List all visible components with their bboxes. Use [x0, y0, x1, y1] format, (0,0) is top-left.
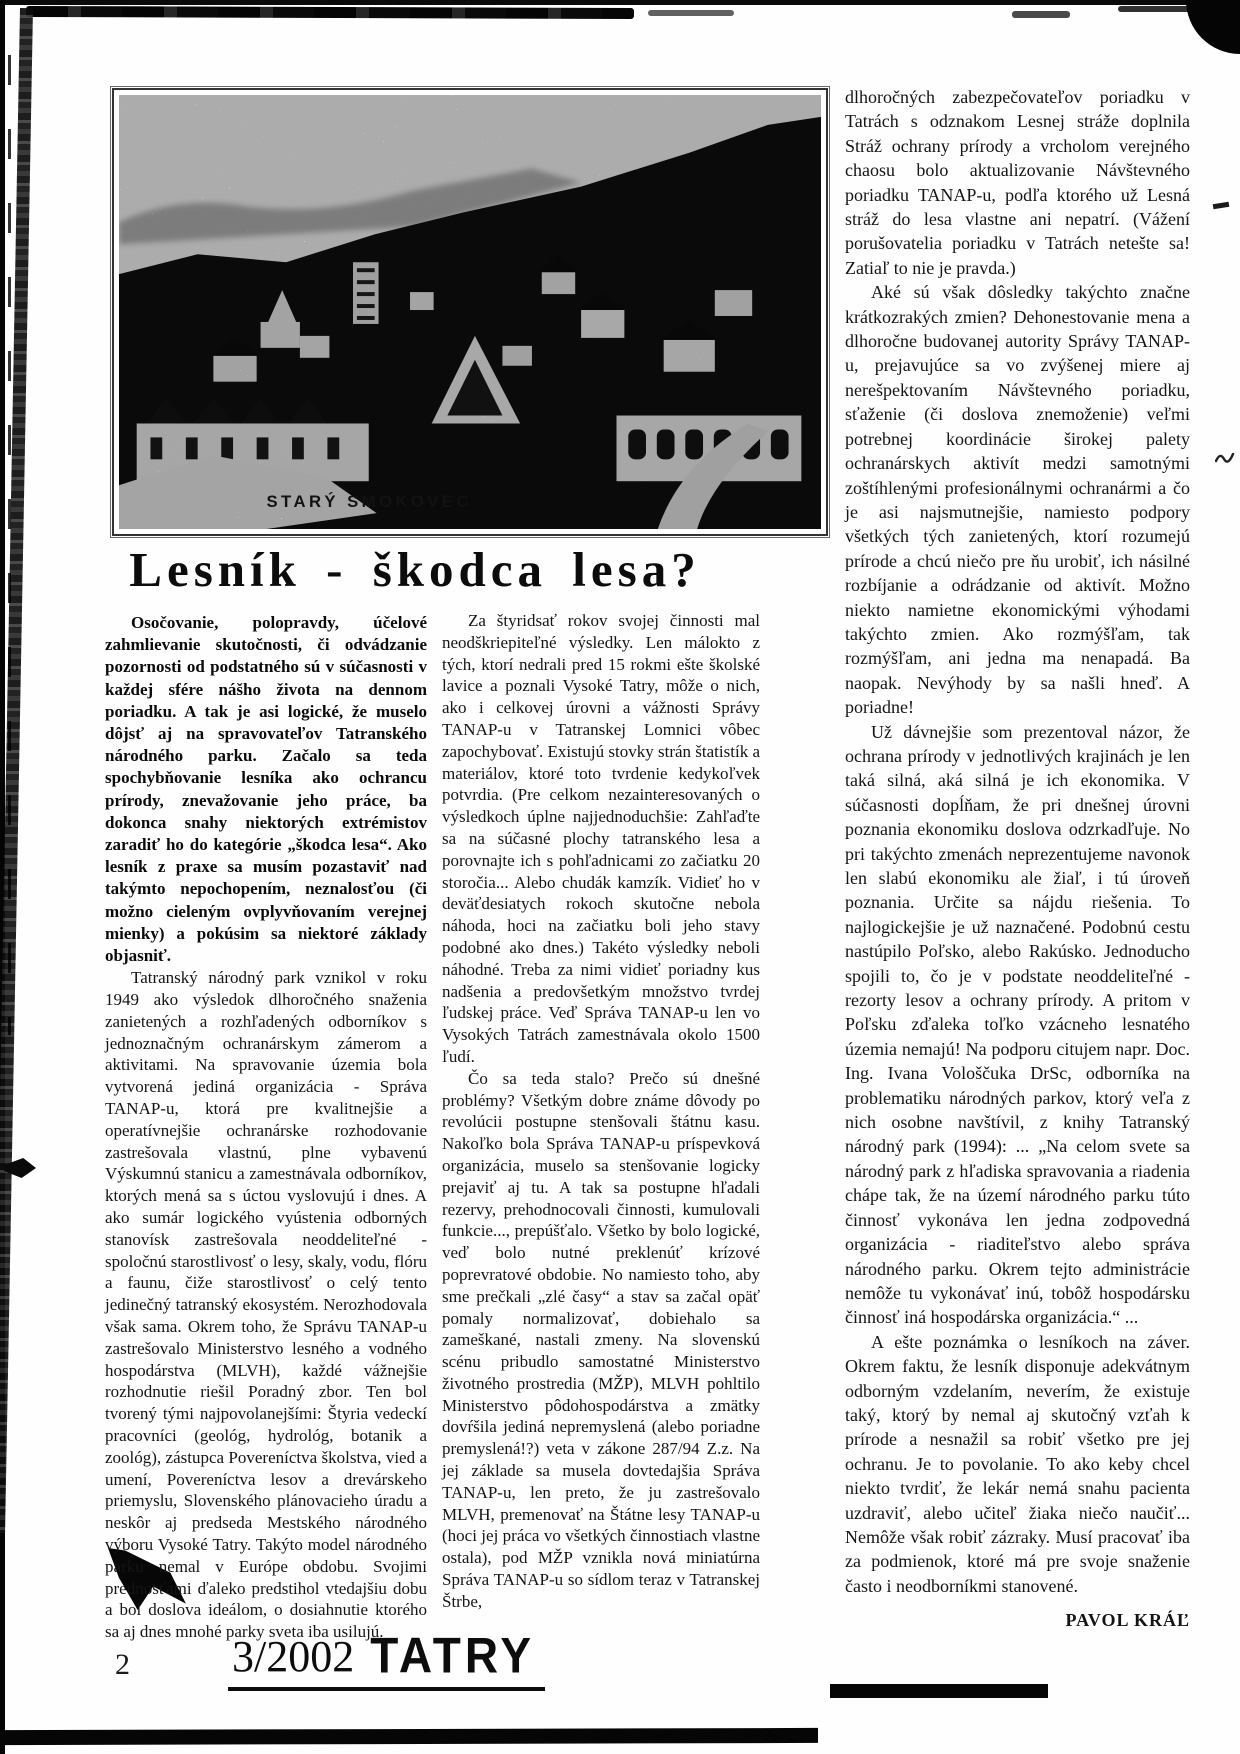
- ink-smudge: [648, 10, 734, 16]
- column-2: [442, 610, 760, 1613]
- photo-stary-smokovec: [112, 88, 828, 536]
- paragraph: Za štyridsať rokov svojej činnosti mal neodškriepiteľné výsledky. Len málokto z tých, ktorí nedrali pred 15 rokmi ešte školské lavice a poznali Vysoké Tatry, môže o nich, ako i celkovej úrovni a vážnosti Správy TANAP-u v Tatranskej Lomnici vôbec zapochybovať. Existujú stovky strán štatistík a materiálov, ktoré toto tvrdenie kedykoľvek potvrdia. (Pre celkom nezainteresovaných o výsledkoch úplne najjednoduchšie: Zahľaďte sa na súčasné plochy tatranského lesa a porovnajte ich s pohľadnicami zo začiatku 20 storočia... Alebo chudák kamzík. Vidieť ho v deväťdesiatych rokoch skutočne nebola náhoda, hoci na začiatku boli jeho stavy podobné ako dnes.) Takéto výsledky neboli náhodné. Treba za nimi vidieť poriadny kus nadšenia a predovšetkým množstvo tvrdej ľudskej práce. Veď Správa TANAP-u len vo Vysokých Tatrách zamestnávala okolo 1500 ľudí.: [442, 611, 760, 1066]
- paragraph: Čo sa teda stalo? Prečo sú dnešné problémy? Všetkým dobre známe dôvody po revolúcii postupne stenšovali štátnu kasu. Nakoľko bola Správa TANAP-u príspevková organizácia, muselo sa stenšovanie logicky prejaviť aj tu. A tak sa postupne hľadali rezervy, prehodnocovali činnosti, kumulovali funkcie..., prepúšťalo. Všetko by bolo logické, veď bolo nutné preklenúť krízové poprevratové obdobie. No namiesto toho, aby sme prečkali „zlé časy“ a stav sa začal opäť pomaly normalizovať, dobiehalo sa zameškané, nastali zmeny. Na slovenskú scénu pribudlo samostatné Ministerstvo životného prostredia (MŽP), MLVH pohltilo Ministerstvo pôdohospodárstva a zmätky dovŕšila jediná nepremyslená (alebo poriadne premyslená!?) veta v zákone 287/94 Z.z. Na jej základe sa musela dovtedajšia Správa TANAP-u, len preto, že ju zastrešovalo MLVH, premenovať na Štátne lesy TANAP-u (hoci jej práca vo všetkých činnostiach vlastne ostala), pod MŽP vznikla nová miniatúrna Správa TANAP-u so sídlom teraz v Tatranskej Štrbe,: [442, 1068, 760, 1611]
- author-byline: PAVOL KRÁĽ: [1065, 1610, 1190, 1631]
- scan-edge-bottom: [830, 1684, 1048, 1698]
- paragraph: Tatranský národný park vznikol v roku 1949 ako výsledok dlhoročného snaženia zanietených a rozhľadených odborníkov s jednoznačným ochranárskym zámerom a aktivitami. Na spravovanie územia bola vytvorená jediná organizácia - Správa TANAP-u, ktorá pre kvalitnejšie a operatívnejšie ochranárske rozhodovanie zastrešovala vlastnú, plne vybavenú Výskumnú stanicu a zamestnávala odborníkov, ktorých mená sa s úctou vyslovujú i dnes. A ako sumár logického vyústenia odborných stanovísk zastrešovala neoddeliteľné - spoločnú starostlivosť o lesy, skaly, vodu, flóru a faunu, čiže starostlivosť o celý tento jedinečný tatranský ekosystém. Nerozhodovala však sama. Okrem toho, že Správu TANAP-u zastrešovalo Ministerstvo lesného a vodného hospodárstva (MLVH), každé vážnejšie rozhodnutie riešil Poradný zbor. Ten bol tvorený tými najpovolanejšími: Štyria vedeckí pracovníci (geológ, hydrológ, botanik a zoológ), zástupca Povereníctva školstva, vied a umení, Povereníctva lesov a drevárskeho priemyslu, Slovenského plánovacieho úradu a neskôr aj predseda Mestského národného výboru Vysoké Tatry. Takýto model národného parku nemal v Európe obdobu. Svojimi prednosťami ďaleko predstihol vtedajšiu dobu a bol doslova ideálom, o dosiahnutie ktorého sa aj dnes mnohé parky sveta iba usilujú.: [105, 968, 427, 1642]
- lead-paragraph: Osočovanie, polopravdy, účelové zahmlievanie skutočnosti, či odvádzanie pozornosti od podstatného sú v súčasnosti v každej sfére nášho života na dennom poriadku. A tak je asi logické, že muselo dôjsť aj na spravovateľov Tatranského národného parku. Začalo sa teda spochybňovanie lesníka ako ochrancu prírody, znevažovanie jeho práce, ba dokonca snahy niektorých extrémistov zaradiť ho do kategórie „škodca lesa“. Ako lesník z praxe sa musím pozastaviť nad takýmto nepochopením, neznalosťou (či možno cieleným ovplyvňovaním verejnej mienky) a pokúsim sa niektoré základy objasniť.: [105, 613, 427, 966]
- scan-edge-bottom: [0, 1728, 818, 1745]
- margin-squiggle-mark: [1215, 450, 1235, 471]
- scan-edge-top: [0, 0, 1240, 5]
- halftone-photo: [119, 95, 821, 529]
- margin-mark: [1213, 202, 1230, 209]
- column-3: [845, 85, 1190, 1633]
- photo-caption: STARÝ SMOKOVEC: [266, 492, 473, 512]
- paragraph: Už dávnejšie som prezentoval názor, že ochrana prírody v jednotlivých krajinách je len taká silná, aká silná je ich ekonomika. V súčasnosti dopĺňam, že pri dnešnej úrovni poznania ekonomiku doslova odzrkadľuje. No pri takýchto zmenách neprezentujeme navonok len slabú ekonomiku ale žiaľ, i tú úroveň poznania. Určite sa nájdu riešenia. To najlogickejšie je už naznačené. Podobnú cestu nastúpilo Poľsko, alebo Rakúsko. Jednoducho spojili to, čo je v podstate neoddeliteľné - rezorty lesov a ochrany prírody. A pritom v Poľsku zďaleka toľko vzácneho lesnatého územia nemajú! Na podporu citujem napr. Doc. Ing. Ivana Vološčuka DrSc, odborníka na problematiku národných parkov, ktorý veľa z nich osobne navštívil, z knihy Tatranský národný park (1994): ... „Na celom svete sa národný park z hľadiska spravovania a riadenia chápe tak, že na území národného parku túto činnosť vykonáva len jedna zodpovedná organizácia - riaditeľstvo alebo správa národného parku. Okrem tejto administrácie nemôže tu vykonávať inú, tobôž hospodársku činnosť iná hospodárska organizácia.“ ...: [845, 721, 1190, 1328]
- page-number: 2: [115, 1648, 130, 1681]
- article-title: Lesník - škodca lesa?: [129, 542, 701, 597]
- column-1: [105, 612, 427, 1643]
- issue-number: 3/2002: [232, 1632, 355, 1681]
- ink-smudge: [1012, 11, 1070, 18]
- page-corner-fold: [1182, 0, 1240, 58]
- magazine-title: TATRY: [370, 1626, 536, 1684]
- issue-logo: [228, 1628, 545, 1691]
- ink-smudge: [26, 6, 634, 19]
- paragraph: A ešte poznámka o lesníkoch na záver. Okrem faktu, že lesník disponuje adekvátnym odborným vzdelaním, neverím, že existuje taký, ktorý by nemal aj skutočný vzťah k prírode a nesnažil sa robiť všetko pre jej ochranu. Je to povolanie. To ako keby chcel niekto tvrdiť, že lekár nemá snahu pacienta uzdraviť, alebo učiteľ žiaka niečo naučiť... Nemôže však robiť zázraky. Musí pracovať iba za podmienok, ktoré má pre svoje snaženie často i neodborníkmi stanovené.: [845, 1331, 1190, 1596]
- binding-marks: [8, 55, 11, 1035]
- paragraph: Aké sú však dôsledky takýchto značne krátkozrakých zmien? Dehonestovanie mena a dlhoročne budovanej autority Správy TANAP-u, prejavujúce sa vo zvýšenej miere aj nerešpektovaním Návštevného poriadku, sťaženie (či doslova znemoženie) veľmi potrebnej koordinácie širokej palety ochranárskych aktivít medzi samotnými zoštíhlenými profesionálnymi ochranármi a čo je asi najsmutnejšie, namiesto podpory všetkých tých zanietených, ktorí rozumejú prírode a chcú niečo pre ňu urobiť, ich násilné rozbíjanie a odrádzanie od aktivít. Možno niekto namietne ekonomickými výhodami takýchto zmien. Ako rozmýšľam, tak rozmýšľam, ani jedna ma nenapadá. Ba naopak. Nevýhody by sa našli hneď. A poriadne!: [845, 282, 1190, 718]
- paragraph: dlhoročných zabezpečovateľov poriadku v Tatrách s odznakom Lesnej stráže doplnila Stráž ochrany prírody a vrcholom verejného chaosu bolo aktualizovanie Návštevného poriadku TANAP-u, podľa ktorého už Lesná stráž do lesa vlastne ani nepatrí. (Vážení porušovatelia poriadku v Tatrách netešte sa! Zatiaľ to nie je pravda.): [845, 87, 1190, 278]
